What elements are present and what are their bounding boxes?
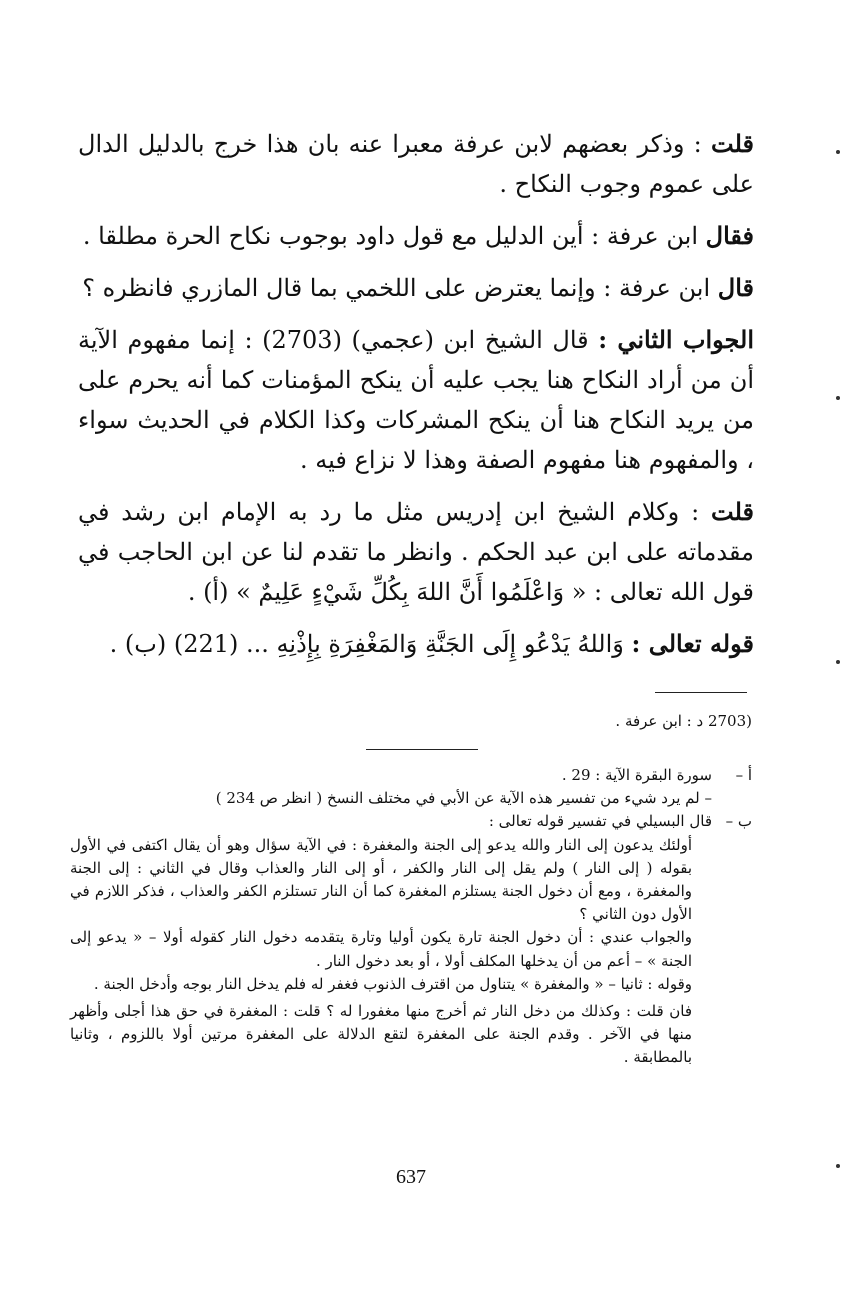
main-text [78,124,754,676]
footnote-divider [655,692,747,693]
note-marker: ب – [725,812,752,831]
note-a [70,764,752,787]
note-b-body: فان قلت : وكذلك من دخل النار ثم أخرج منها مغفورا له ؟ قلت : المغفرة في حق هذا أجلى وأظهر منها في الآخر . وقدم الجنة على المغفرة لتقع الدلالة على المغفرة مرتين أولا باللزوم ، وثانيا بالمطابقة . [70,1002,692,1067]
note-marker-blank [712,787,752,810]
note-b-body: والجواب عندي : أن دخول الجنة تارة يكون أوليا وتارة يتقدمه دخول النار كقوله أولا – « يدعو إلى الجنة » – أعم من أن يدخلها المكلف أولا ، أو بعد دخول النار . [70,928,692,970]
note-b-body: أولئك يدعون إلى النار والله يدعو إلى الجنة والمغفرة : في الآية سؤال وهو أن يقال اكتفى في الأول بقوله ( إلى النار ) ولم يقل إلى النار والكفر ، أو إلى النار والعذاب وقال في الثاني : إلى الجنة والمغفرة ، ومع أن دخول الجنة يستلزم المغفرة كما أن النار تستلزم الكفر والعذاب ، فذكر اللازم في الأول دون الثاني ؟ [70,835,692,924]
paragraph-3 [78,268,754,308]
paragraph-text: وَاللهُ يَدْعُو إِلَى الجَنَّةِ وَالمَغْفِرَةِ بِإِذْنِهِ ... (221) (ب) . [109,630,624,658]
paragraph-text: : وكلام الشيخ ابن إدريس مثل ما رد به الإمام ابن رشد في مقدماته على ابن عبد الحكم . وانظر ما تقدم لنا عن ابن الحاجب في قول الله تعالى : « وَاعْلَمُوا أَنَّ اللهَ بِكُلِّ شَيْءٍ عَلِيمٌ » (أ) . [78,498,754,606]
paragraph-4 [78,320,754,480]
footnote-2703: (2703 د : ابن عرفة . [615,712,752,730]
paragraph-6 [78,624,754,664]
note-text: – لم يرد شيء من تفسير هذه الآية عن الأبي في مختلف النسخ ( انظر ص 234 ) [215,789,712,808]
note-b [70,810,752,833]
paragraph-lead: الجواب الثاني : [598,325,755,354]
note-text: سورة البقرة الآية : 29 . [561,766,712,784]
margin-mark [836,1164,840,1168]
paragraph-1 [78,124,754,204]
paragraph-text: قال الشيخ ابن (عجمي) (2703) : إنما مفهوم الآية أن من أراد النكاح هنا يجب عليه أن ينكح المؤمنات كما أنه يحرم على من يريد النكاح هنا أن ينكح المشركات وكذا الكلام في الحديث سواء ، والمفهوم هنا مفهوم الصفة وهذا لا نزاع فيه . [78,326,755,474]
paragraph-text: ابن عرفة : أين الدليل مع قول داود بوجوب نكاح الحرة مطلقا . [82,222,698,250]
paragraph-lead: قال [717,273,754,302]
paragraph-lead: فقال [705,221,754,250]
margin-mark [836,150,840,154]
paragraph-2 [78,216,754,256]
note-text: قال البسيلي في تفسير قوله تعالى : [488,812,712,831]
margin-mark [836,396,840,400]
paragraph-lead: قلت [711,129,754,158]
paragraph-text: ابن عرفة : وإنما يعترض على اللخمي بما قال المازري فانظره ؟ [82,274,711,302]
editor-notes-divider [366,749,478,750]
note-b-body: وقوله : ثانيا – « والمغفرة » يتناول من اقترف الذنوب فغفر له فلم يدخل النار بوجه وأدخل الجنة . [93,974,692,993]
paragraph-5 [78,492,754,612]
note-marker: أ – [735,766,752,784]
paragraph-text: : وذكر بعضهم لابن عرفة معبرا عنه بان هذا خرج بالدليل الدال على عموم وجوب النكاح . [78,130,754,198]
paragraph-lead: قوله تعالى : [631,629,754,658]
note-a-continued [70,787,752,810]
page-number: 637 [396,1166,426,1188]
paragraph-lead: قلت [711,497,754,526]
margin-mark [836,660,840,664]
editor-notes [70,764,752,1070]
